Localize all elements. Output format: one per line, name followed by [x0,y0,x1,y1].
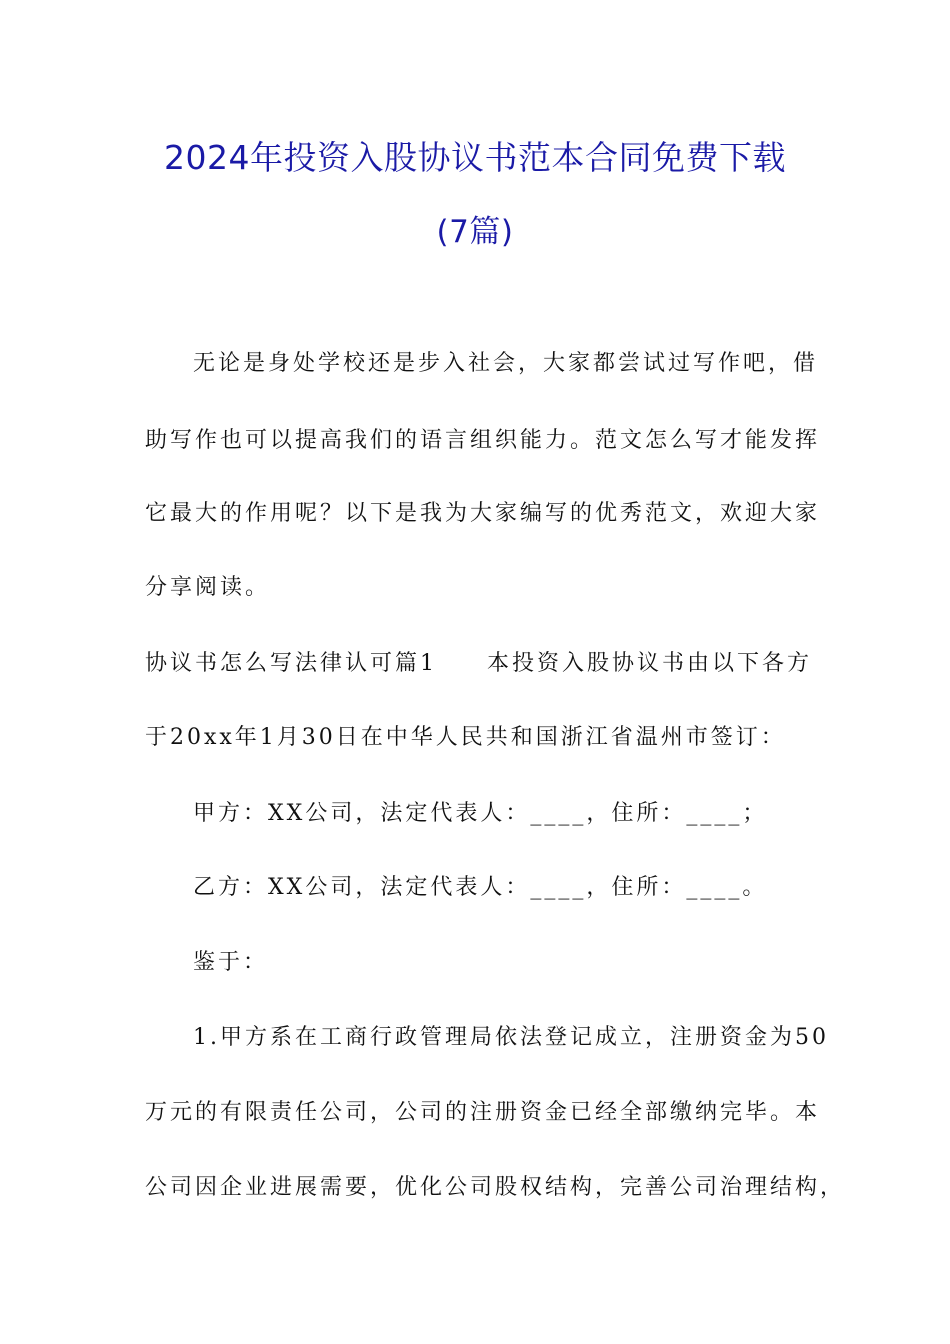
party-a-line: 甲方：XX公司，法定代表人：____，住所：____； [193,801,768,826]
paragraph-line: 于20xx年1月30日在中华人民共和国浙江省温州市签订： [145,725,786,750]
paragraph-line: 协议书怎么写法律认可篇1 本投资入股协议书由以下各方 [145,651,812,676]
paragraph-line: 它最大的作用呢？以下是我为大家编写的优秀范文，欢迎大家 [145,501,821,526]
whereas-heading: 鉴于： [193,950,269,975]
clause-line: 公司因企业进展需要，优化公司股权结构，完善公司治理结构， [145,1175,846,1200]
clause-line: 1.甲方系在工商行政管理局依法登记成立，注册资金为50 [193,1025,829,1050]
paragraph-line: 助写作也可以提高我们的语言组织能力。范文怎么写才能发挥 [145,428,821,453]
document-title: 2024年投资入股协议书范本合同免费下载 [164,138,786,177]
party-b-line: 乙方：XX公司，法定代表人：____，住所：____。 [193,875,768,900]
clause-line: 万元的有限责任公司，公司的注册资金已经全部缴纳完毕。本 [145,1100,821,1125]
paragraph-line: 无论是身处学校还是步入社会，大家都尝试过写作吧，借 [193,351,819,376]
document-title-count: (7篇) [436,214,514,250]
paragraph-line: 分享阅读。 [145,575,271,600]
